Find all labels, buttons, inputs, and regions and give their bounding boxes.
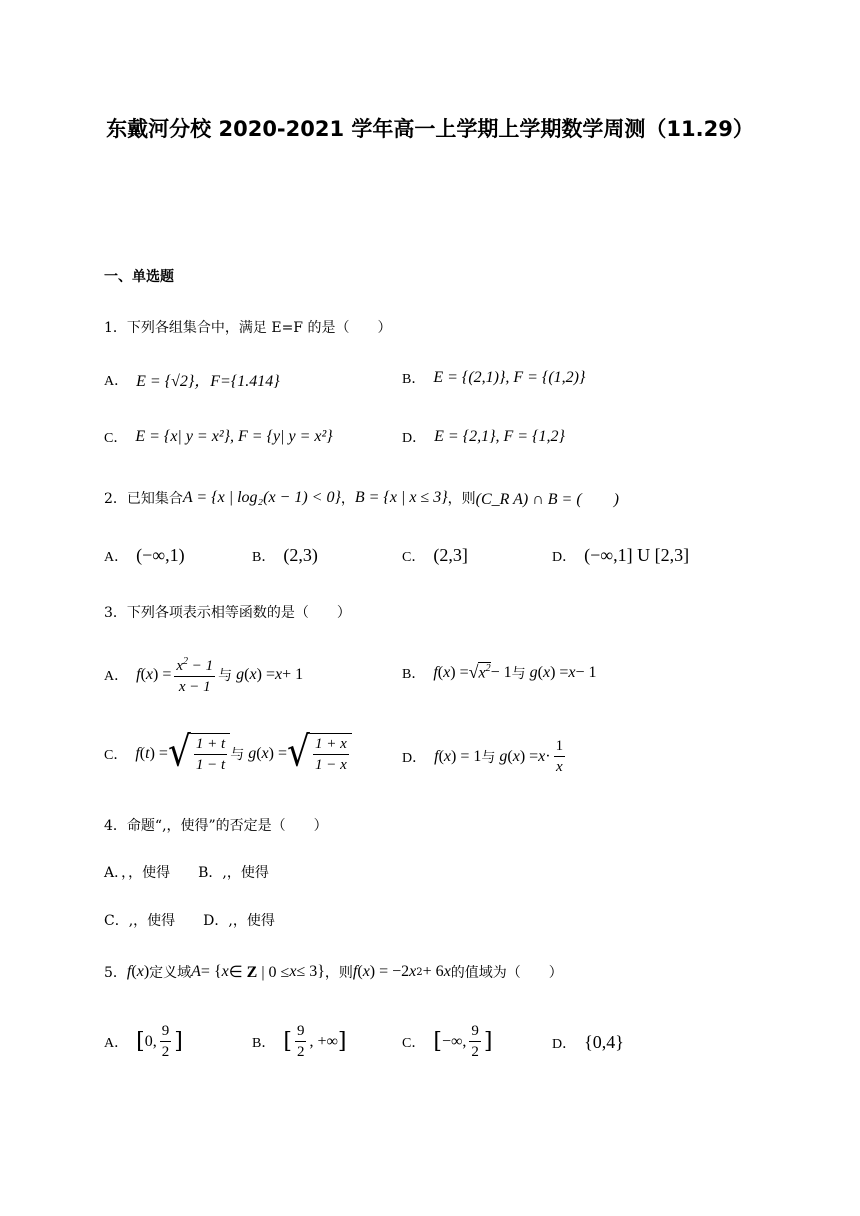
- q5-then: ，则: [324, 965, 353, 981]
- q2-option-d-text: (−∞,1] U [2,3]: [584, 545, 690, 565]
- q2-option-b: [252, 545, 318, 566]
- yu-text: 与: [481, 749, 496, 766]
- q5-stem-mid: 定义域: [149, 965, 192, 981]
- q2-option-a-text: (−∞,1): [136, 545, 185, 565]
- yu-text: 与: [218, 667, 233, 684]
- q2-set-b: B = {x | x ≤ 3}: [354, 488, 448, 506]
- q3-option-c: C． f ( t ) = √ $\frac{1 + t}{1 - t}$ 与 g ( x ) = √ $\frac{1 + x}{1 - x}$: [104, 733, 352, 775]
- q2-stem-prefix: 2．已知集合: [104, 490, 183, 507]
- q5-option-d: [552, 1032, 624, 1053]
- q4-options-ab: A．，，使得 B．,，使得: [104, 865, 269, 881]
- q3-option-d: D． f ( x ) = 1 与 g ( x ) = x · $\frac{1}{x}$: [402, 738, 564, 775]
- q2-comma: ，: [340, 490, 355, 507]
- q5-option-a: A． [ 0, $\frac{9}{2}$ ]: [104, 1023, 183, 1060]
- option-label: D．: [402, 431, 427, 446]
- question-3-stem: 3．下列各项表示相等函数的是（ ）: [104, 605, 351, 621]
- q1-option-d: [402, 427, 565, 447]
- q1-option-c: [104, 427, 333, 447]
- yu-text: 与: [230, 747, 245, 763]
- q1-option-a: [104, 368, 280, 391]
- section-heading: 一、单选题: [104, 269, 174, 285]
- q1-option-b-text: E = {(2,1)}, F = {(1,2)}: [433, 369, 586, 386]
- q2-option-d: [552, 545, 689, 566]
- q3-option-b: B． f ( x ) = √ $x^2$ − 1 与 g ( x ) = x − 1: [402, 662, 597, 682]
- q1-option-a-text: E = {√2}，F={1.414}: [136, 373, 280, 390]
- question-5-stem: 5． f ( x ) 定义域 A = { x ∈ Z | 0 ≤ x ≤ 3} ，则 f ( x ) = −2 x 2 + 6 x 的值域为（ ）: [104, 963, 563, 981]
- q1-option-c-text: E = {x| y = x²}, F = {y| y = x²}: [135, 428, 333, 445]
- option-label: C．: [402, 1035, 426, 1051]
- sqrt-symbol: √ $\frac{1 + x}{1 - x}$: [287, 733, 352, 775]
- option-label: A．: [104, 373, 129, 389]
- option-label: A．: [104, 1035, 129, 1051]
- q5-option-b: B． [ $\frac{9}{2}$ , +∞ ]: [252, 1023, 347, 1060]
- q2-option-b-text: (2,3): [283, 545, 318, 565]
- page-title: 东戴河分校 2020-2021 学年高一上学期上学期数学周测（11.29）: [106, 117, 754, 141]
- option-label: B．: [402, 372, 426, 387]
- option-label: C．: [104, 431, 128, 446]
- q2-option-a: [104, 545, 185, 566]
- fraction: $\frac{x^2 - 1}{x - 1}$: [174, 652, 215, 697]
- option-label: B．: [252, 1035, 276, 1051]
- option-label: A．: [104, 668, 129, 684]
- option-label: D．: [402, 750, 427, 766]
- q2-then: ，则: [447, 490, 476, 507]
- sqrt-symbol: √ $\frac{1 + t}{1 - t}$: [168, 733, 230, 775]
- option-label: D．: [552, 549, 577, 565]
- question-4-stem: 4．命题“,，使得”的否定是（ ）: [104, 818, 328, 834]
- option-label: D．: [552, 1036, 577, 1052]
- q5-stem-end: 的值域为（ ）: [450, 965, 563, 981]
- option-label: A．: [104, 549, 129, 565]
- q2-expression: (C_R A) ∩ B = ( ): [475, 491, 619, 508]
- q1-option-d-text: E = {2,1}, F = {1,2}: [434, 428, 565, 445]
- q2-option-c: [402, 545, 468, 566]
- q3-option-a: A． f ( x ) = $\frac{x^2 - 1}{x - 1}$ 与 g ( x ) = x + 1: [104, 652, 303, 697]
- q2-option-c-text: (2,3]: [433, 545, 468, 565]
- question-1-stem: 1．下列各组集合中，满足 E=F 的是（ ）: [104, 320, 392, 336]
- option-label: C．: [402, 549, 426, 565]
- option-label: C．: [104, 748, 128, 763]
- q5-option-c: C． [ −∞, $\frac{9}{2}$ ]: [402, 1023, 493, 1060]
- option-label: B．: [252, 549, 276, 565]
- q4-options-cd: C．,，使得 D．,，使得: [104, 913, 275, 929]
- q1-option-b: [402, 368, 585, 388]
- q5-stem-prefix: 5．: [104, 965, 127, 981]
- yu-text: 与: [511, 665, 526, 682]
- q2-set-a: A = {x | log₂(x − 1) < 0}: [182, 488, 341, 506]
- question-2-stem: [104, 486, 619, 509]
- q5-option-d-text: {0,4}: [584, 1032, 624, 1052]
- q3-a-math: f: [136, 665, 141, 683]
- option-label: B．: [402, 666, 426, 682]
